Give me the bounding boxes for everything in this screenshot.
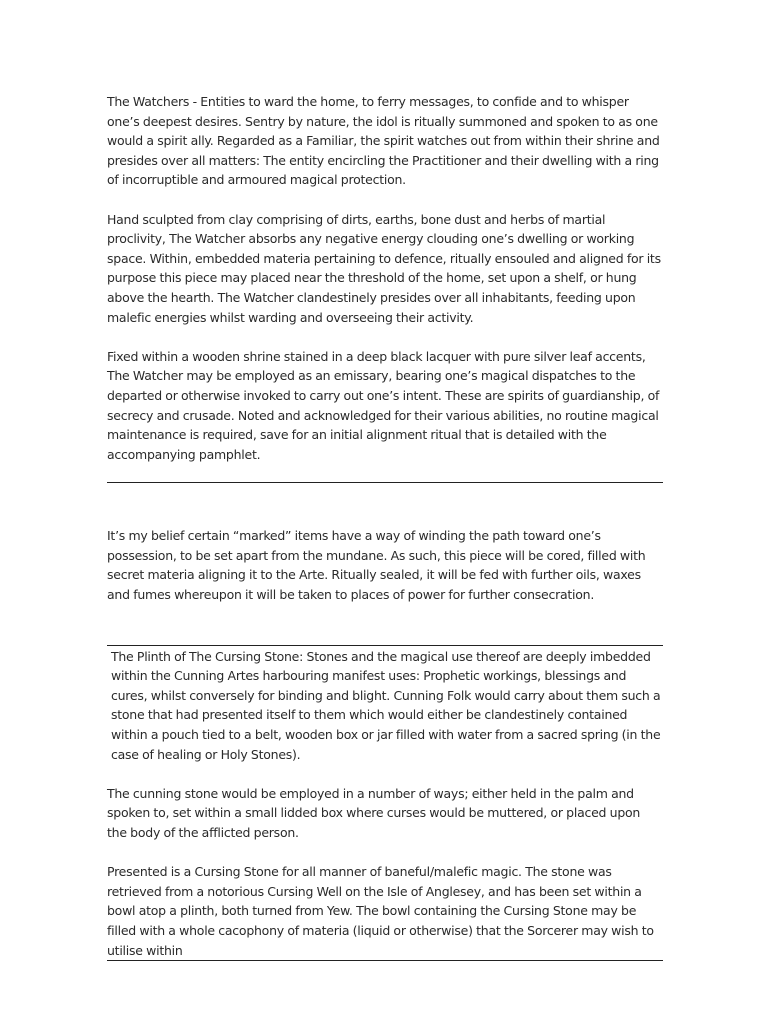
section-divider-3 [107,960,663,961]
cursing-stone-intro-paragraph: The Plinth of The Cursing Stone: Stones and the magical use thereof are deeply imbedded within the Cunning Artes harbouring manifest uses: Prophetic workings, blessings and cures, whilst conversely for binding and blight. Cunning Folk would carry about them such a stone that had presented itself to them which would either be clandestinely contained within a pouch tied to a belt, wooden box or jar filled with water from a sacred spring (in the case of healing or Holy Stones). [111,648,661,762]
paragraph-gap [107,843,663,863]
watchers-intro-paragraph: The Watchers - Entities to ward the home, to ferry messages, to confide and to whisper one’s deepest desires. Sentry by nature, the idol is ritually summoned and spoken to as one would a spirit ally. Regarded as a Familiar, the spirit watches out from within their shrine and presides over all matters: The entity encircling the Practitioner and their dwelling with a ring of incorruptible and armoured magical protection. [107,94,660,188]
marked-items-paragraph: It’s my belief certain “marked” items have a way of winding the path toward one’s possession, to be set apart from the mundane. As such, this piece will be cored, filled with secret materia aligning it to the Arte. Ritually sealed, it will be fed with further oils, waxes and fumes whereupon it will be taken to places of power for further consecration. [107,528,646,603]
spacer [107,483,663,526]
spacer [107,464,663,482]
paragraph-gap [107,190,663,210]
paragraph-gap [107,327,663,347]
document-page [107,92,663,961]
cunning-stone-usage-paragraph: The cunning stone would be employed in a number of ways; either held in the palm and spoken to, set within a small lidded box where curses would be muttered, or placed upon the body of the afflicted person. [107,785,641,840]
cursing-stone-presented-paragraph: Presented is a Cursing Stone for all manner of baneful/malefic magic. The stone was retrieved from a notorious Cursing Well on the Isle of Anglesey, and has been set within a bowl atop a plinth, both turned from Yew. The bowl containing the Cursing Stone may be filled with a whole cacophony of materia (liquid or otherwise) that the Sorcerer may wish to utilise within [107,864,654,958]
spacer [107,605,663,645]
paragraph-gap [107,764,663,784]
watchers-construction-paragraph: Hand sculpted from clay comprising of dirts, earths, bone dust and herbs of martial proclivity, The Watcher absorbs any negative energy clouding one’s dwelling or working space. Within, embedded materia pertaining to defence, ritually ensouled and aligned for its purpose this piece may placed near the threshold of the home, set upon a shelf, or hung above the hearth. The Watcher clandestinely presides over all inhabitants, feeding upon malefic energies whilst warding and overseeing their activity. [107,211,661,325]
watchers-shrine-paragraph: Fixed within a wooden shrine stained in a deep black lacquer with pure silver leaf accents, The Watcher may be employed as an emissary, bearing one’s magical dispatches to the departed or otherwise invoked to carry out one’s intent. These are spirits of guardianship, of secrecy and crusade. Noted and acknowledged for their various abilities, no routine magical maintenance is required, save for an initial alignment ritual that is detailed with the accompanying pamphlet. [107,348,660,462]
